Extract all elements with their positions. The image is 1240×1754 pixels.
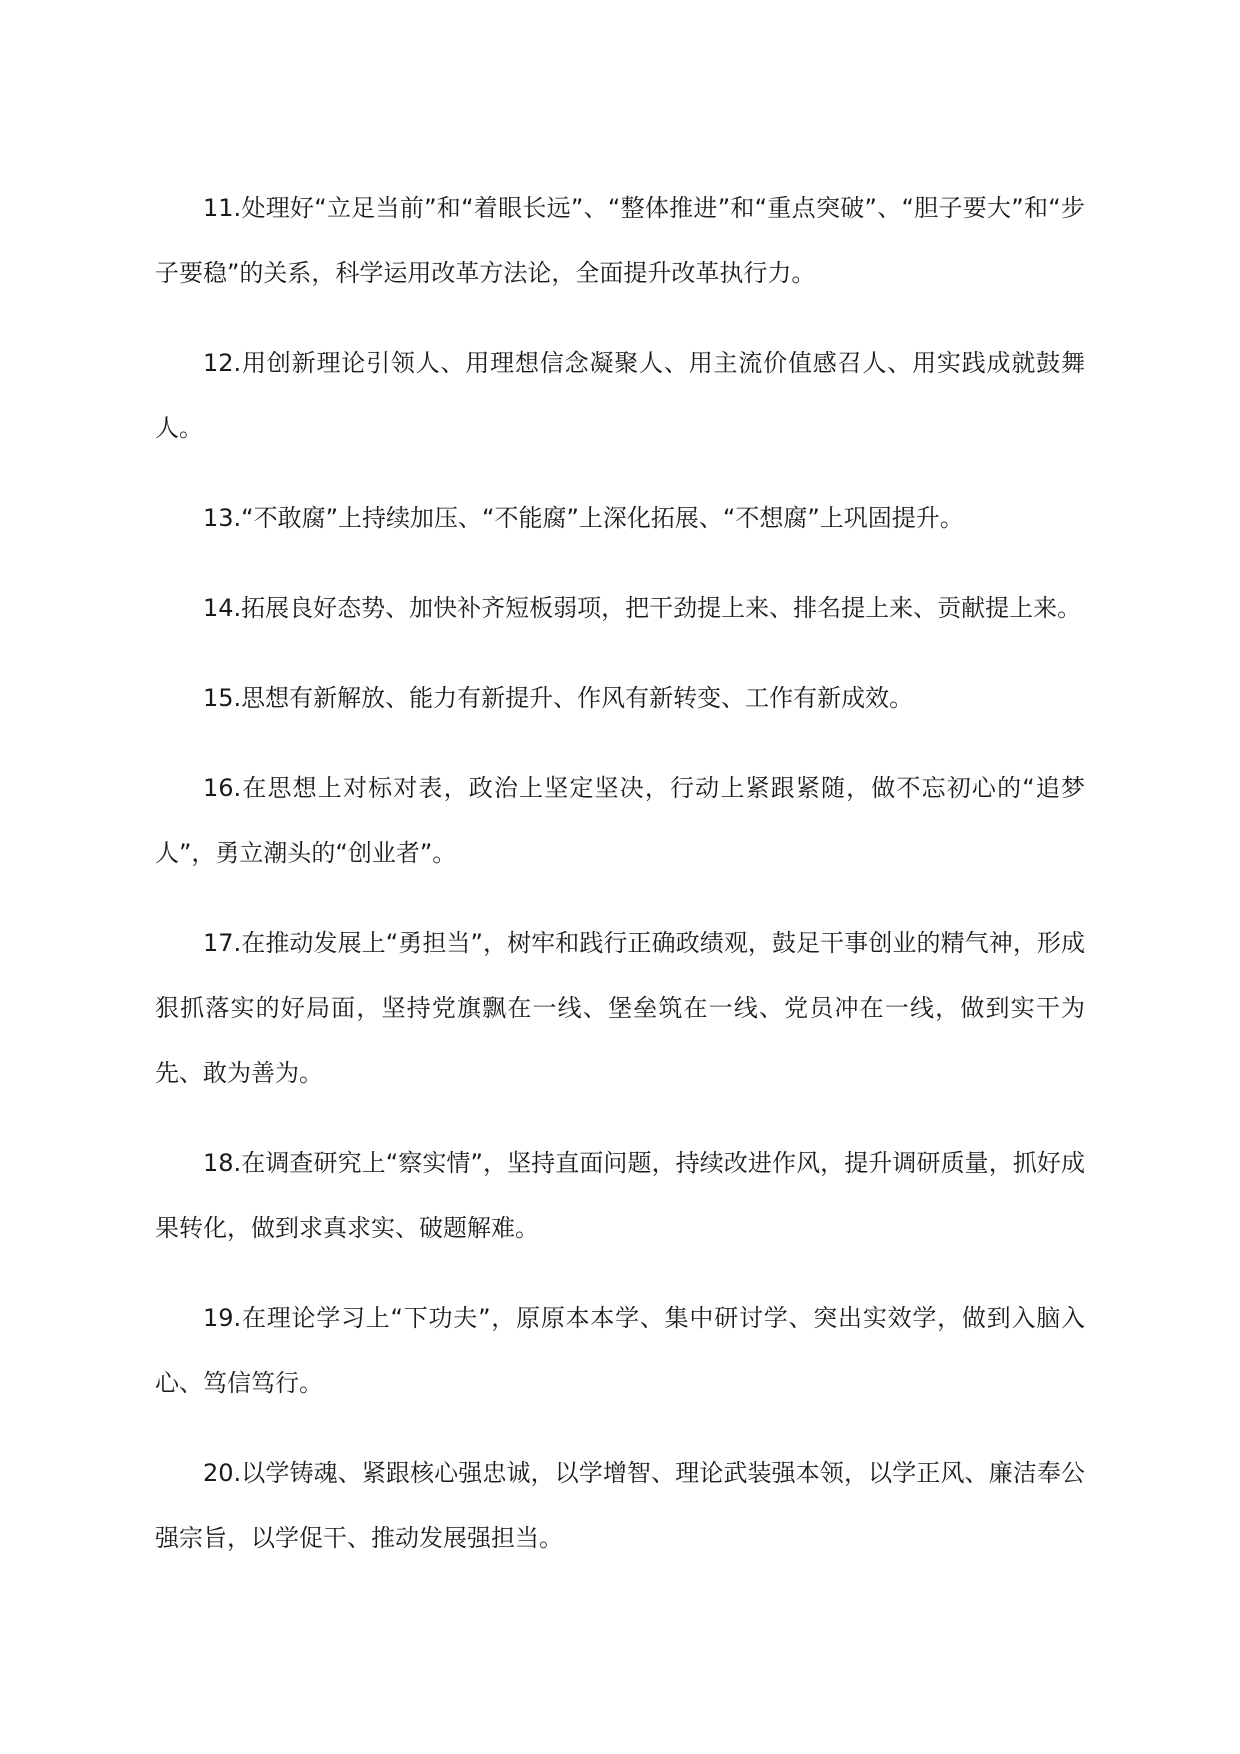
paragraph-14: 14.拓展良好态势、加快补齐短板弱项，把干劲提上来、排名提上来、贡献提上来。 [203, 594, 1082, 622]
paragraph-15: 15.思想有新解放、能力有新提升、作风有新转变、工作有新成效。 [203, 684, 914, 712]
paragraph-12: 12.用创新理论引领人、用理想信念凝聚人、用主流价值感召人、用实践成就鼓舞人。 [155, 349, 1085, 442]
paragraph-16: 16.在思想上对标对表，政治上坚定坚决，行动上紧跟紧随，做不忘初心的“追梦人”，勇立潮头的“创业者”。 [155, 774, 1085, 867]
paragraph-17: 17.在推动发展上“勇担当”，树牢和践行正确政绩观，鼓足干事创业的精气神，形成狠抓落实的好局面，坚持党旗飘在一线、堡垒筑在一线、党员冲在一线，做到实干为先、敢为善为。 [155, 929, 1085, 1087]
paragraph-18: 18.在调查研究上“察实情”，坚持直面问题，持续改进作风，提升调研质量，抓好成果转化，做到求真求实、破题解难。 [155, 1149, 1085, 1242]
paragraph-19: 19.在理论学习上“下功夫”，原原本本学、集中研讨学、突出实效学，做到入脑入心、笃信笃行。 [155, 1304, 1085, 1397]
paragraph-20: 20.以学铸魂、紧跟核心强忠诚，以学增智、理论武装强本领，以学正风、廉洁奉公强宗旨，以学促干、推动发展强担当。 [155, 1459, 1085, 1552]
paragraph-13: 13.“不敢腐”上持续加压、“不能腐”上深化拓展、“不想腐”上巩固提升。 [203, 504, 964, 532]
paragraph-11: 11.处理好“立足当前”和“着眼长远”、“整体推进”和“重点突破”、“胆子要大”和“步子要稳”的关系，科学运用改革方法论，全面提升改革执行力。 [155, 194, 1085, 287]
document-page [155, 176, 1085, 1596]
